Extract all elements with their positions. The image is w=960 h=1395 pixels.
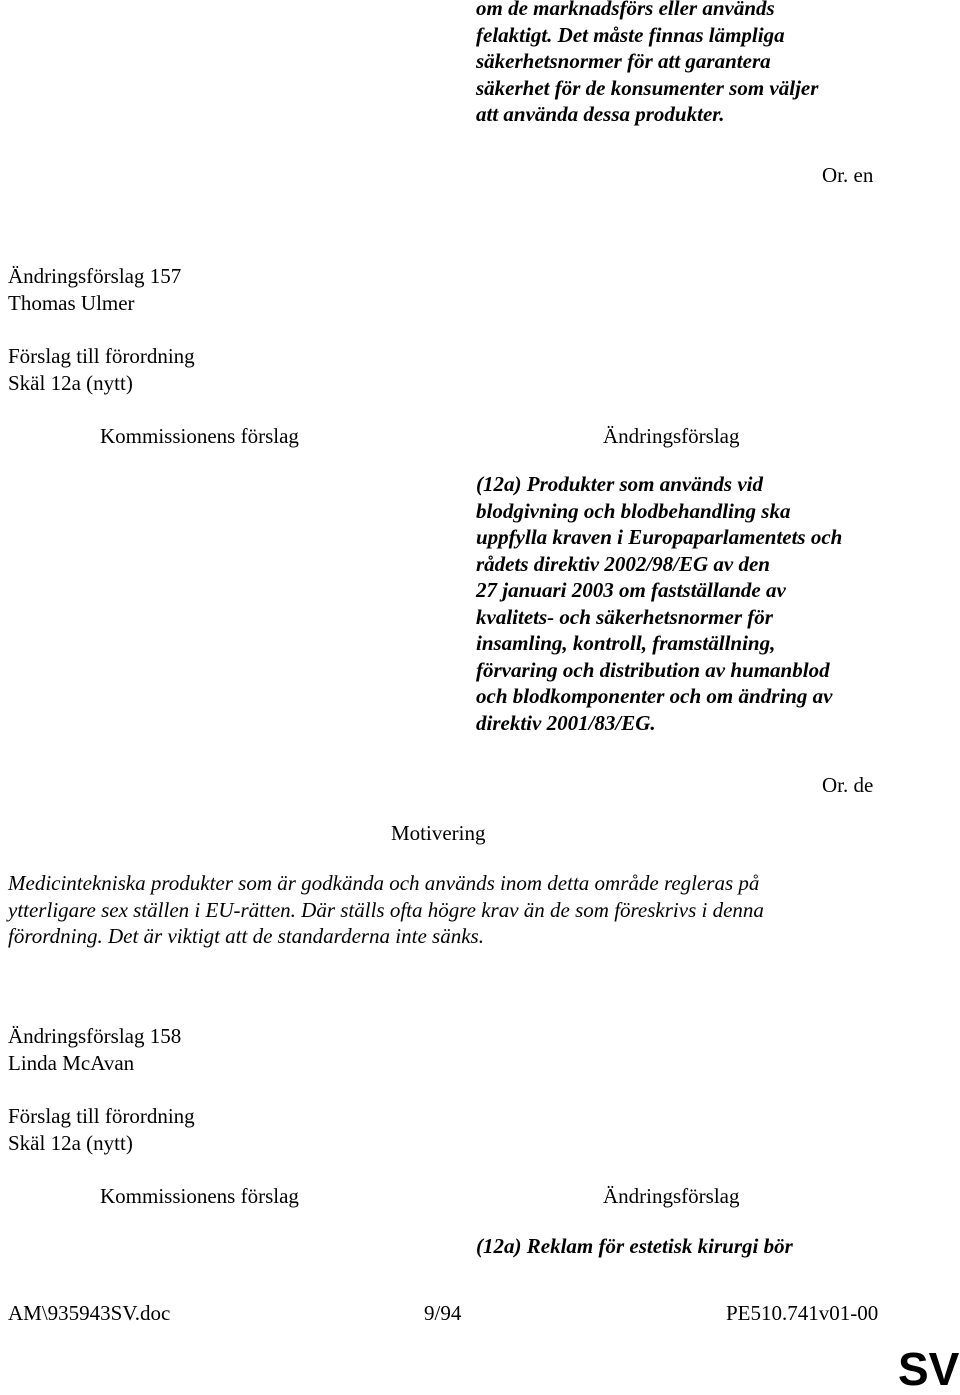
text-line: ytterligare sex ställen i EU-rätten. Där ställs ofta högre krav än de som föreskrivs i denna — [8, 897, 764, 922]
text-line: säkerhetsnormer för att garantera — [476, 49, 771, 73]
text-line: uppfylla kraven i Europaparlamentets och — [476, 525, 843, 549]
page-number: 9/94 — [424, 1301, 462, 1325]
amendment-author: Thomas Ulmer — [8, 290, 135, 315]
amendment-text — [476, 471, 916, 736]
amendment-author: Linda McAvan — [8, 1050, 135, 1075]
amendment-target — [8, 343, 195, 396]
text-line: förvaring och distribution av humanblod — [476, 657, 830, 682]
recital-reference: Skäl 12a (nytt) — [8, 370, 133, 395]
amendment-target — [8, 1103, 195, 1156]
amendment-column-label: Ändringsförslag — [603, 424, 740, 448]
text-line: rådets direktiv 2002/98/EG av den — [476, 551, 770, 576]
text-line: och blodkomponenter och om ändring av — [476, 684, 833, 708]
language-mark: SV — [898, 1343, 960, 1395]
original-language-note: Or. en — [822, 163, 874, 187]
text-line: kvalitets- och säkerhetsnormer för — [476, 604, 773, 629]
recital-reference: Skäl 12a (nytt) — [8, 1130, 133, 1155]
text-line: blodgivning och blodbehandling ska — [476, 498, 791, 523]
commission-proposal-label: Kommissionens förslag — [100, 424, 299, 448]
text-line: om de marknadsförs eller används — [476, 0, 775, 20]
text-line: felaktigt. Det måste finnas lämpliga — [476, 22, 785, 47]
proposal-name: Förslag till förordning — [8, 344, 195, 368]
justification-text — [8, 870, 908, 950]
amendment-title: Ändringsförslag 158 — [8, 1024, 182, 1048]
pe-reference: PE510.741v01-00 — [726, 1301, 879, 1325]
amendment-column-label: Ändringsförslag — [603, 1184, 740, 1208]
text-line: direktiv 2001/83/EG. — [476, 710, 656, 735]
text-line: att använda dessa produkter. — [476, 102, 725, 126]
amendment-heading — [8, 263, 181, 316]
text-line: insamling, kontroll, framställning, — [476, 631, 776, 655]
original-language-note: Or. de — [822, 773, 874, 797]
document-reference: AM\935943SV.doc — [8, 1301, 171, 1325]
text-line: säkerhet för de konsumenter som väljer — [476, 75, 819, 100]
text-line: 27 januari 2003 om fastställande av — [476, 578, 786, 602]
proposal-name: Förslag till förordning — [8, 1104, 195, 1128]
text-line: förordning. Det är viktigt att de standarderna inte sänks. — [8, 924, 484, 948]
amendment-text: (12a) Reklam för estetisk kirurgi bör — [476, 1234, 793, 1258]
amendment-heading — [8, 1023, 181, 1076]
text-line: (12a) Produkter som används vid — [476, 472, 764, 496]
commission-proposal-label: Kommissionens förslag — [100, 1184, 299, 1208]
justification-label: Motivering — [391, 821, 486, 845]
amendment-title: Ändringsförslag 157 — [8, 264, 182, 288]
continued-amendment-text — [476, 0, 916, 128]
text-line: Medicintekniska produkter som är godkända och används inom detta område regleras på — [8, 871, 760, 895]
